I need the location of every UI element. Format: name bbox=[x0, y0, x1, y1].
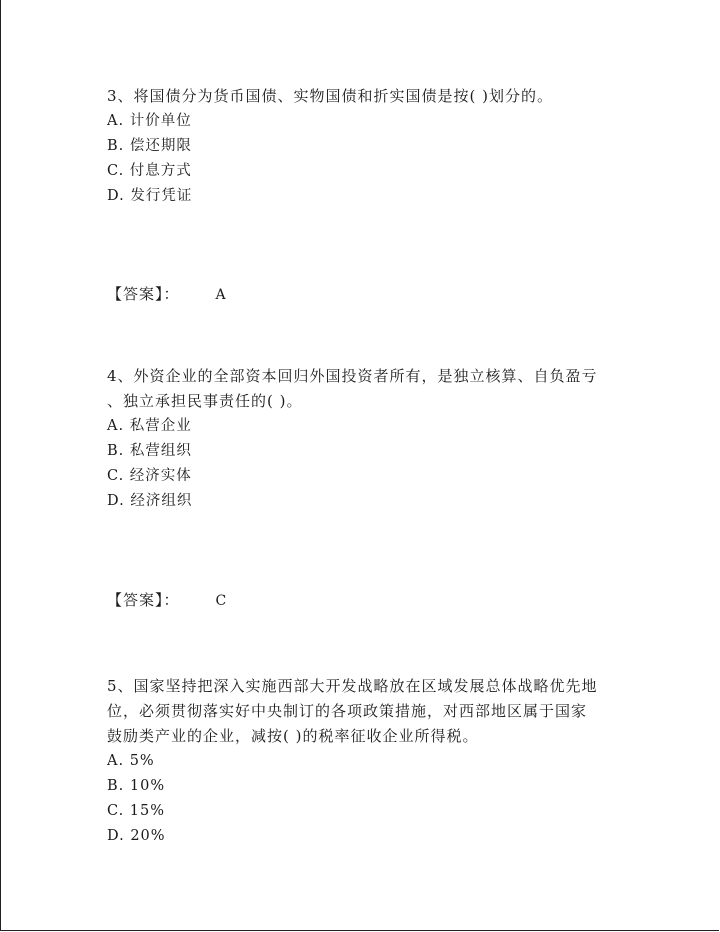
question-stem-line: 3、将国债分为货币国债、实物国债和折实国债是按( )划分的。 bbox=[107, 87, 554, 105]
option-b: B. 10% bbox=[107, 778, 166, 794]
answer-value: C bbox=[215, 593, 228, 609]
option-d: D. 20% bbox=[107, 828, 166, 844]
answer-label: 【答案】： bbox=[107, 591, 180, 609]
option-c: C. 付息方式 bbox=[107, 163, 192, 179]
option-c: C. 经济实体 bbox=[107, 468, 192, 484]
question-stem-line: 鼓励类产业的企业，减按( )的税率征收企业所得税。 bbox=[107, 727, 479, 745]
option-d: D. 经济组织 bbox=[107, 493, 193, 509]
question-5 bbox=[107, 674, 647, 849]
answer-4 bbox=[107, 590, 647, 611]
option-b: B. 偿还期限 bbox=[107, 138, 192, 154]
answer-label: 【答案】： bbox=[107, 285, 180, 303]
question-stem-line: 4、外资企业的全部资本回归外国投资者所有，是独立核算、自负盈亏 bbox=[107, 367, 598, 385]
option-a: A. 5% bbox=[107, 753, 155, 769]
option-a: A. 私营企业 bbox=[107, 418, 192, 434]
question-stem-line: 5、国家坚持把深入实施西部大开发战略放在区域发展总体战略优先地 bbox=[107, 677, 598, 695]
option-a: A. 计价单位 bbox=[107, 113, 192, 129]
question-stem-line: 位，必须贯彻落实好中央制订的各项政策措施，对西部地区属于国家 bbox=[107, 702, 588, 720]
option-c: C. 15% bbox=[107, 803, 166, 819]
answer-3 bbox=[107, 284, 647, 305]
question-stem-line: 、独立承担民事责任的( )。 bbox=[107, 392, 303, 410]
option-b: B. 私营组织 bbox=[107, 443, 192, 459]
answer-value: A bbox=[215, 287, 227, 303]
question-3 bbox=[107, 84, 647, 209]
question-4 bbox=[107, 364, 647, 514]
option-d: D. 发行凭证 bbox=[107, 188, 193, 204]
